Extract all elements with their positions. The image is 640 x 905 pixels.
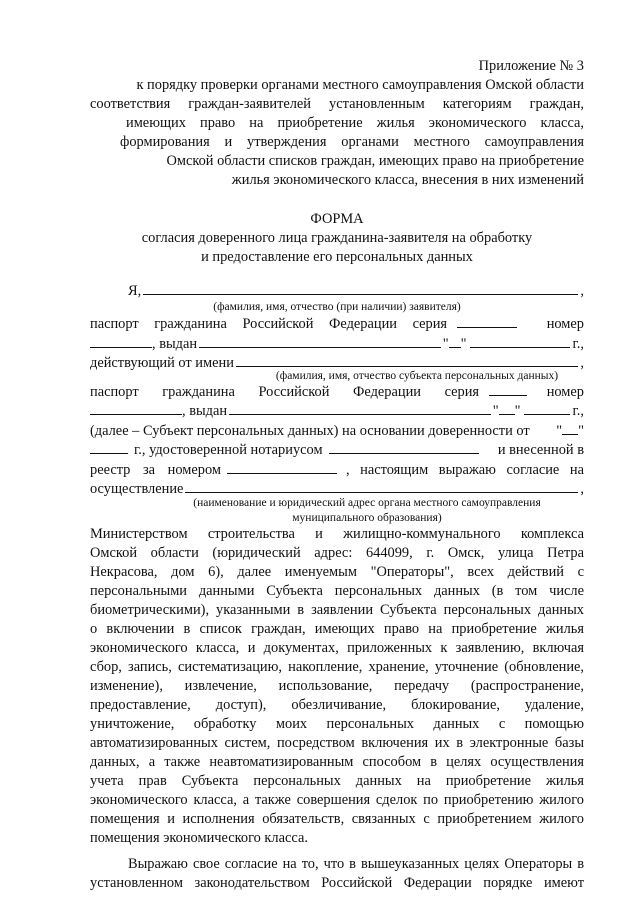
label-subject-basis: (далее – Субъект персональных данных) на основании доверенности от: [90, 423, 530, 439]
caption-org-1: (наименование и юридический адрес органа местного самоуправления: [193, 497, 541, 509]
issue-date-field-2[interactable]: [524, 402, 570, 415]
quote-close-3: ": [578, 423, 584, 439]
issued-by-field-1[interactable]: [199, 335, 441, 348]
body-line-10: предоставление, доступ), обезличивание, блокирование, удаление,: [90, 697, 584, 713]
closing-line-2: установленном законодательством Российской Федерации порядке имеют: [90, 875, 584, 891]
line-issued-2: [90, 401, 584, 421]
label-comma-3: ,: [580, 481, 584, 497]
caption-applicant-fio: (фамилия, имя, отчество (при наличии) заявителя): [213, 301, 461, 313]
line-subject-basis: [90, 421, 584, 441]
line-certified: [90, 440, 584, 460]
body-line-14: учета прав Субъекта персональных данных на приобретение жилья: [90, 773, 584, 789]
label-passport-1: паспорт гражданина Российской Федерации серия: [90, 316, 448, 332]
passport-number-field-2[interactable]: [90, 402, 182, 415]
passport-number-field-1[interactable]: [90, 335, 152, 348]
appendix-line-3: имеющих право на приобретение жилья экономического класса,: [126, 115, 584, 131]
attorney-day-field[interactable]: [562, 422, 578, 435]
body-line-13: данных, а также неавтоматизированным способом в целях осуществления: [90, 754, 584, 770]
body-line-5: биометрическими), указанными в заявлении Субъекта персональных данных: [90, 602, 584, 618]
line-passport-1: [90, 314, 584, 334]
passport-series-field-2[interactable]: [489, 383, 527, 396]
label-issued-1: , выдан: [152, 336, 198, 352]
body-line-15: экономического класса, а также совершения сделок по приобретению жилого: [90, 792, 584, 808]
body-line-11: уничтожение, обработку моих персональных данных с помощью: [90, 716, 584, 732]
body-line-12: автоматизированных систем, посредством включения их в электронные базы: [90, 735, 584, 751]
label-consent: , настоящим выражаю согласие на: [345, 462, 584, 478]
subject-name-field[interactable]: [236, 354, 578, 367]
form-subtitle-1: согласия доверенного лица гражданина-заявителя на обработку: [141, 230, 533, 246]
body-line-2: Омской области (юридический адрес: 644099, г. Омск, улица Петра: [90, 545, 584, 561]
line-issued-1: [90, 334, 584, 354]
quote-close-1: ": [460, 336, 467, 352]
body-line-3: Некрасова, дом 6), далее именуемым "Операторы", всех действий с: [90, 564, 584, 580]
passport-series-field-1[interactable]: [457, 315, 517, 328]
quote-open-2: ": [492, 403, 499, 419]
closing-line-1: Выражаю свое согласие на то, что в вышеуказанных целях Операторы в: [128, 856, 584, 872]
form-subtitle-2: и предоставление его персональных данных: [201, 249, 473, 265]
label-certified: г., удостоверенной нотариусом: [134, 442, 323, 458]
appendix-line-6: жилья экономического класса, внесения в них изменений: [231, 172, 584, 188]
appendix-line-2: соответствия граждан-заявителей установленным категориям граждан,: [90, 96, 584, 112]
applicant-name-field[interactable]: [143, 282, 578, 295]
label-registry: реестр за номером: [90, 462, 221, 478]
label-comma-2: ,: [580, 355, 584, 371]
line-passport-2: [90, 382, 584, 402]
body-line-4: персональными данными Субъекта персональных данных (в том числе: [90, 583, 584, 599]
attorney-date-field[interactable]: [90, 441, 128, 454]
label-acting: действующий от имени: [90, 355, 234, 371]
line-ya: [128, 281, 584, 301]
issue-day-field-1[interactable]: [449, 335, 461, 348]
label-issued-2: , выдан: [182, 403, 228, 419]
label-passport-2: паспорт гражданина Российской Федерации серия: [90, 384, 480, 400]
form-title: ФОРМА: [310, 211, 364, 227]
label-year-2: г.,: [572, 403, 584, 419]
quote-close-2: ": [514, 403, 521, 419]
body-line-7: экономического класса, и документах, приложенных к заявлению, включая: [90, 640, 584, 656]
label-comma: ,: [580, 283, 584, 299]
appendix-line-5: Омской области списков граждан, имеющих право на приобретение: [166, 153, 584, 169]
label-year-1: г.,: [572, 336, 584, 352]
appendix-line-1: к порядку проверки органами местного самоуправления Омской области: [136, 77, 584, 93]
caption-org-2: муниципального образования): [292, 512, 442, 524]
appendix-line-4: формирования и утверждения органами местного самоуправления: [120, 134, 584, 150]
registry-number-field[interactable]: [227, 461, 337, 474]
body-line-6: о включении в список граждан, имеющих право на приобретение жилья: [90, 621, 584, 637]
label-number-2: номер: [546, 384, 584, 400]
body-line-17: помещения экономического класса.: [90, 830, 308, 846]
appendix-number: Приложение № 3: [478, 58, 584, 74]
quote-open-3: ": [556, 423, 563, 439]
label-registered: и внесенной в: [497, 442, 584, 458]
organization-field[interactable]: [185, 480, 578, 493]
issued-by-field-2[interactable]: [229, 402, 491, 415]
body-line-8: сбор, запись, систематизацию, накопление, хранение, уточнение (обновление,: [90, 659, 584, 675]
label-ya: Я,: [128, 283, 142, 299]
body-line-1: Министерством строительства и жилищно-коммунального комплекса: [90, 526, 584, 542]
issue-date-field-1[interactable]: [470, 335, 570, 348]
body-line-16: помещения и исполнения обязательств, связанных с приобретением жилого: [90, 811, 584, 827]
quote-open-1: ": [442, 336, 449, 352]
label-number-1: номер: [546, 316, 584, 332]
notary-field[interactable]: [329, 441, 479, 454]
label-carrying-out: осуществление: [90, 481, 184, 497]
issue-day-field-2[interactable]: [499, 402, 515, 415]
caption-subject-fio: (фамилия, имя, отчество субъекта персональных данных): [275, 370, 559, 382]
line-registry: [90, 460, 584, 480]
body-line-9: изменение), извлечение, использование, передачу (распространение,: [90, 678, 584, 694]
